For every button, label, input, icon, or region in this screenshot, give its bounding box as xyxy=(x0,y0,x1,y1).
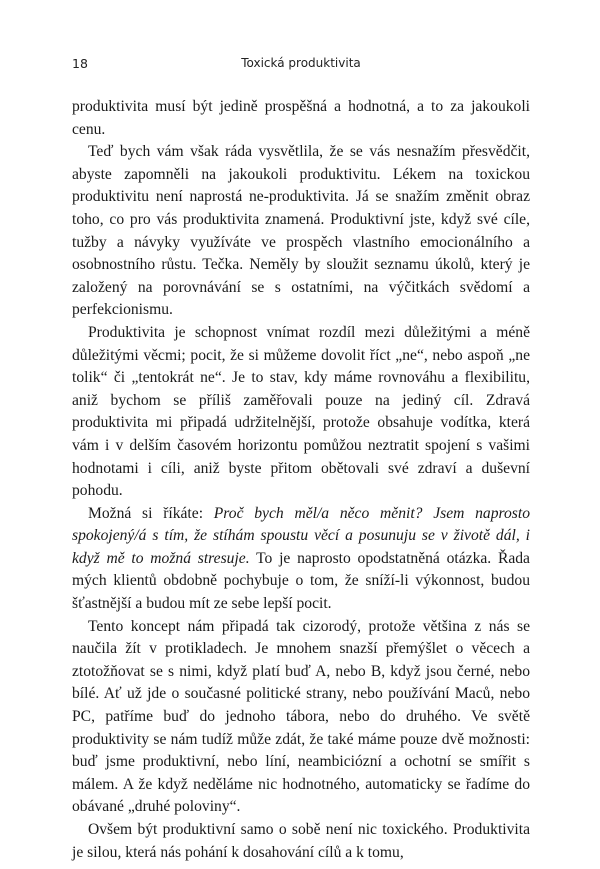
paragraph xyxy=(72,819,530,864)
paragraph-text: Teď bych vám však ráda vysvětlila, že se vás nesnažím přesvědčit, abyste zapomněli na jakoukoli produktivitu. Lékem na toxickou produktivitu není naprostá ne-produktivita. Já se snažím změnit obraz toho, co pro vás produktivita znamená. Produktivní jste, když své cíle, tužby a návyky využíváte ve prospěch vlastního emocionálního a osobnostního růstu. Tečka. Neměly by sloužit seznamu úkolů, který je založený na porovnávání se s ostatními, na výčitkách svědomí a perfekcionismu. xyxy=(72,143,530,319)
paragraph xyxy=(72,503,530,616)
paragraph xyxy=(72,141,530,322)
page-number: 18 xyxy=(72,56,88,71)
paragraph-text: Tento koncept nám připadá tak cizorodý, protože většina z nás se naučila žít v protikladech. Je mnohem snazší přemýšlet o věcech a ztotožňovat se s nimi, když platí buď A, nebo B, když jsou černé, nebo bílé. Ať už jde o současné politické strany, nebo používání Maců, nebo PC, patříme buď do jednoho tábora, nebo do druhého. Ve světě produktivity se nám tudíž může zdát, že také máme pouze dvě možnosti: buď jsme produktivní, nebo líní, neambiciózní a ochotní se smířit s málem. A že když neděláme nic hodnotného, automaticky se řadíme do obávané „druhé poloviny“. xyxy=(72,617,530,816)
body-text xyxy=(72,96,530,864)
paragraph-text: produktivita musí být jedině prospěšná a hodnotná, a to za jakoukoli cenu. xyxy=(72,98,530,138)
running-title: Toxická produktivita xyxy=(241,56,361,70)
paragraph-text: Produktivita je schopnost vnímat rozdíl mezi důležitými a méně důležitými věcmi; pocit, že si můžeme dovolit říct „ne“, nebo aspoň „ne tolik“ či „tentokrát ne“. Je to stav, kdy máme rovnováhu a flexibilitu, aniž bychom se příliš zaměřovali pouze na jediný cíl. Zdravá produktivita mi připadá udržitelnější, protože obsahuje vodítka, která vám i v delším časovém horizontu pomůžou neztratit spojení s vašimi hodnotami i cíli, aniž byste přitom obětovali své zdraví a duševní pohodu. xyxy=(72,323,530,500)
paragraph-text: Možná si říkáte: xyxy=(88,504,214,522)
italic-quote: Proč bych měl/a něco měnit? Jsem naprosto spokojený/á s tím, že stíhám spoustu věcí a posunuju se v životě dál, i když mě to možná stresuje. xyxy=(72,504,530,567)
paragraph-text: To je naprosto opodstatněná otázka. Řada mých klientů obdobně pochybuje o tom, že sníží-li výkonnost, budou šťastnější a budou mít ze sebe lepší pocit. xyxy=(72,549,530,613)
paragraph xyxy=(72,96,530,141)
paragraph xyxy=(72,616,530,819)
page-header xyxy=(72,56,530,74)
paragraph-text: Ovšem být produktivní samo o sobě není nic toxického. Produktivita je silou, která nás pohání k dosahování cílů a k tomu, xyxy=(72,821,530,861)
paragraph xyxy=(72,322,530,503)
